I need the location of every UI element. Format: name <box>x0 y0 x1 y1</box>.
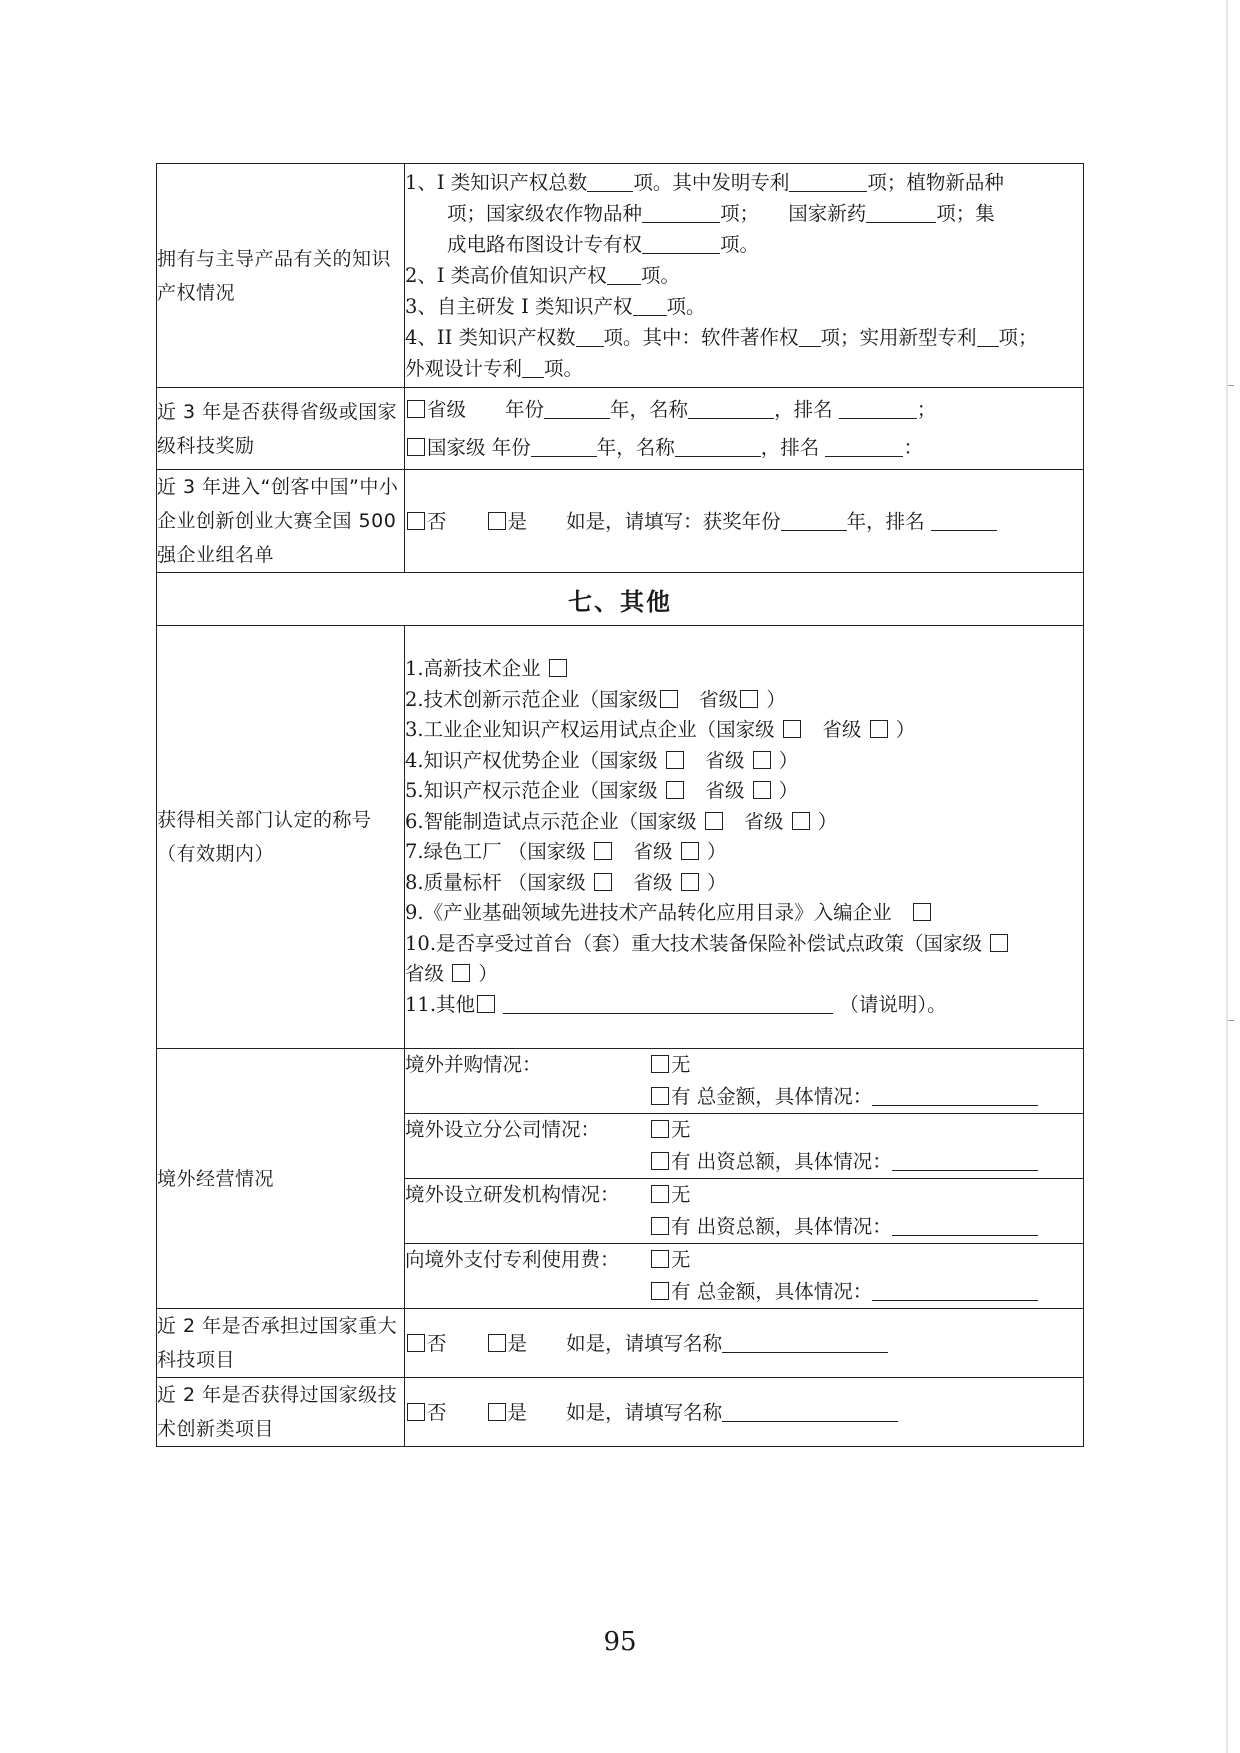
other-checkbox[interactable] <box>477 995 495 1013</box>
overseas-item-name: 境外并购情况： <box>405 1053 542 1076</box>
honor-text: ） <box>895 718 916 741</box>
honor-text: 省级 <box>633 870 673 894</box>
honor-text: 11.其他 <box>405 992 476 1016</box>
honor-item <box>405 746 1083 777</box>
ip-text: 外观设计专利 <box>405 357 523 380</box>
overseas-label: 境外经营情况 <box>157 1049 405 1309</box>
innov-no-text: 否 <box>427 1400 447 1424</box>
honor-checkbox[interactable] <box>913 903 931 921</box>
award-punct: ； <box>916 397 937 421</box>
overseas-subrow <box>405 1049 1084 1114</box>
award-year-text: 年份 <box>505 397 545 421</box>
ip-line-2 <box>405 198 1083 229</box>
overseas-detail-blank[interactable] <box>892 1150 1038 1171</box>
honor-text: 10.是否享受过首台（套）重大技术装备保险补偿试点政策（国家级 <box>405 931 983 955</box>
ip-row <box>157 164 1084 388</box>
ip-line-1 <box>405 167 1083 198</box>
maker-row <box>157 470 1084 573</box>
ip-blank[interactable] <box>587 171 633 192</box>
overseas-line <box>405 1114 1083 1146</box>
honor-text: 省级 <box>705 779 745 802</box>
national-checkbox[interactable] <box>990 934 1008 952</box>
innov-no-checkbox[interactable] <box>407 1403 425 1421</box>
award-punct: ： <box>903 435 923 459</box>
ip-blank[interactable] <box>799 326 821 347</box>
overseas-item-name: 境外设立分公司情况： <box>405 1118 601 1141</box>
honor-item <box>405 990 1083 1021</box>
honor-text: 省级 <box>822 718 862 741</box>
honor-item <box>405 685 1083 716</box>
maker-no-checkbox[interactable] <box>407 512 425 530</box>
overseas-none-text: 无 <box>671 1118 691 1141</box>
ip-blank[interactable] <box>642 202 720 223</box>
honor-text: 省级 <box>633 840 673 863</box>
section-title: 七、其他 <box>157 573 1084 626</box>
maker-yes-checkbox[interactable] <box>488 512 506 530</box>
innov-label: 近 2 年是否获得过国家级技术创新类项目 <box>157 1378 405 1447</box>
scan-mark <box>1228 1020 1234 1021</box>
ip-text: 4、II 类知识产权数 <box>405 326 576 349</box>
innov-yes-text: 是 <box>507 1400 528 1424</box>
maker-rank-text: 年，排名 <box>846 509 925 533</box>
overseas-none-text: 无 <box>671 1248 691 1271</box>
award-name-blank[interactable] <box>688 397 774 418</box>
national-checkbox[interactable] <box>594 873 612 891</box>
honors-row <box>157 626 1084 1049</box>
honor-item <box>405 654 1083 685</box>
honor-item <box>405 776 1083 807</box>
major-label: 近 2 年是否承担过国家重大科技项目 <box>157 1309 405 1378</box>
national-checkbox[interactable] <box>407 438 425 456</box>
honor-item <box>405 898 1083 929</box>
honors-content <box>405 626 1084 1049</box>
page-number: 95 <box>603 1627 637 1657</box>
honor-text: ） <box>778 779 799 802</box>
honor-text: 省级 <box>405 962 445 985</box>
honor-text: 省级 <box>744 809 784 833</box>
ip-blank[interactable] <box>789 171 867 192</box>
award-level-text: 国家级 <box>427 435 486 459</box>
overseas-detail-text: 总金额，具体情况： <box>696 1085 873 1108</box>
honors-label: 获得相关部门认定的称号（有效期内） <box>157 626 405 1049</box>
innov-fill-text: 如是，请填写名称 <box>566 1400 723 1424</box>
award-row <box>157 388 1084 470</box>
ip-blank[interactable] <box>977 326 999 347</box>
honor-text: （请说明）。 <box>839 992 947 1016</box>
overseas-has-text: 有 <box>671 1280 691 1303</box>
honor-text: ） <box>817 809 838 833</box>
national-checkbox[interactable] <box>783 720 801 738</box>
ip-label: 拥有与主导产品有关的知识产权情况 <box>157 164 405 388</box>
honor-text: ） <box>478 962 498 985</box>
major-yes-text: 是 <box>507 1331 528 1355</box>
major-no-text: 否 <box>427 1331 447 1355</box>
ip-text: 1、I 类知识产权总数 <box>405 171 588 194</box>
award-level-text: 省级 <box>427 397 467 421</box>
overseas-has-text: 有 <box>671 1085 691 1108</box>
innov-row <box>157 1378 1084 1447</box>
honor-text: 省级 <box>699 687 739 711</box>
maker-no-text: 否 <box>427 509 447 533</box>
award-rank-blank[interactable] <box>839 397 917 418</box>
innov-yes-checkbox[interactable] <box>488 1403 506 1421</box>
honor-text: 省级 <box>705 748 745 772</box>
ip-line-5 <box>405 291 1083 322</box>
honor-text: 4.知识产权优势企业（国家级 <box>405 748 658 772</box>
none-checkbox[interactable] <box>651 1120 669 1138</box>
provincial-checkbox[interactable] <box>681 842 699 860</box>
overseas-line <box>405 1146 1083 1178</box>
national-checkbox[interactable] <box>666 751 684 769</box>
honor-item <box>405 715 1083 746</box>
award-name-blank[interactable] <box>675 435 761 456</box>
provincial-checkbox[interactable] <box>407 400 425 418</box>
ip-text: 项。 <box>544 357 584 380</box>
award-year-text: 年份 <box>491 435 531 459</box>
overseas-detail-blank[interactable] <box>872 1085 1038 1106</box>
award-year-blank[interactable] <box>544 397 610 418</box>
overseas-detail-text: 出资总额，具体情况： <box>696 1150 892 1173</box>
honor-item <box>405 929 1083 960</box>
major-fill-text: 如是，请填写名称 <box>566 1331 723 1355</box>
honor-text: 7.绿色工厂 （国家级 <box>405 840 586 863</box>
overseas-subrow <box>405 1114 1084 1179</box>
ip-blank[interactable] <box>642 233 720 254</box>
innov-line <box>405 1397 1083 1428</box>
ip-blank[interactable] <box>576 326 604 347</box>
national-checkbox[interactable] <box>660 690 678 708</box>
maker-label: 近 3 年进入“创客中国”中小企业创新创业大赛全国 500 强企业组名单 <box>157 470 405 573</box>
innov-content <box>405 1378 1084 1447</box>
ip-text: 2、I 类高价值知识产权 <box>405 264 607 287</box>
award-name-text: 年，名称 <box>610 397 689 421</box>
maker-content <box>405 470 1084 573</box>
overseas-has-text: 有 <box>671 1150 691 1173</box>
ip-line-7 <box>405 353 1083 384</box>
national-checkbox[interactable] <box>594 842 612 860</box>
overseas-subrow <box>405 1244 1084 1309</box>
ip-text: 项。 <box>720 233 760 256</box>
has-checkbox[interactable] <box>651 1087 669 1105</box>
honor-text: 9.《产业基础领域先进技术产品转化应用目录》入编企业 <box>405 901 892 924</box>
maker-line <box>405 506 1083 537</box>
national-checkbox[interactable] <box>705 812 723 830</box>
ip-text: 项；植物新品种 <box>867 171 1004 194</box>
award-name-text: 年，名称 <box>596 435 675 459</box>
major-name-blank[interactable] <box>722 1331 888 1352</box>
major-content <box>405 1309 1084 1378</box>
none-checkbox[interactable] <box>651 1185 669 1203</box>
honor-text: ） <box>706 870 727 894</box>
overseas-line <box>405 1276 1083 1308</box>
innov-name-blank[interactable] <box>722 1400 898 1421</box>
overseas-line <box>405 1179 1083 1211</box>
ip-text: 项； <box>998 326 1038 349</box>
ip-text: 项；国家级农作物品种 <box>447 202 643 225</box>
has-checkbox[interactable] <box>651 1152 669 1170</box>
overseas-line <box>405 1211 1083 1243</box>
overseas-subrow <box>405 1179 1084 1244</box>
has-checkbox[interactable] <box>651 1217 669 1235</box>
none-checkbox[interactable] <box>651 1055 669 1073</box>
ip-content <box>405 164 1084 388</box>
provincial-checkbox[interactable] <box>681 873 699 891</box>
ip-blank[interactable] <box>522 357 544 378</box>
provincial-checkbox[interactable] <box>753 751 771 769</box>
honor-text: 1.高新技术企业 <box>405 657 541 680</box>
award-rank-text: ，排名 <box>774 397 833 421</box>
provincial-checkbox[interactable] <box>792 812 810 830</box>
honor-checkbox[interactable] <box>549 659 567 677</box>
overseas-line <box>405 1049 1083 1081</box>
honor-text: 6.智能制造试点示范企业（国家级 <box>405 809 697 833</box>
overseas-item-name: 境外设立研发机构情况： <box>405 1183 620 1206</box>
honor-text: ） <box>766 687 786 711</box>
provincial-checkbox[interactable] <box>753 781 771 799</box>
honor-text: ） <box>778 748 799 772</box>
ip-blank[interactable] <box>607 264 641 285</box>
award-rank-blank[interactable] <box>825 435 903 456</box>
overseas-detail-text: 出资总额，具体情况： <box>696 1215 892 1238</box>
other-blank[interactable] <box>503 992 833 1013</box>
none-checkbox[interactable] <box>651 1250 669 1268</box>
national-checkbox[interactable] <box>666 781 684 799</box>
award-national-line <box>405 429 1083 467</box>
overseas-item-name: 向境外支付专利使用费： <box>405 1248 620 1271</box>
ip-text: 3、自主研发 I 类知识产权 <box>405 295 633 318</box>
ip-blank[interactable] <box>633 295 667 316</box>
ip-text: 项；实用新型专利 <box>820 326 977 349</box>
has-checkbox[interactable] <box>651 1282 669 1300</box>
ip-text: 项。 <box>640 264 680 287</box>
award-rank-text: ，排名 <box>760 435 820 459</box>
major-no-checkbox[interactable] <box>407 1334 425 1352</box>
overseas-detail-blank[interactable] <box>892 1215 1038 1236</box>
scan-edge <box>1226 0 1228 1753</box>
honor-text: 3.工业企业知识产权运用试点企业（国家级 <box>405 718 775 741</box>
overseas-line <box>405 1081 1083 1113</box>
honor-item <box>405 868 1083 899</box>
overseas-detail-blank[interactable] <box>872 1280 1038 1301</box>
award-label: 近 3 年是否获得省级或国家级科技奖励 <box>157 388 405 470</box>
ip-text: 成电路布图设计专有权 <box>447 233 643 256</box>
overseas-none-text: 无 <box>671 1053 691 1076</box>
major-line <box>405 1328 1083 1359</box>
major-yes-checkbox[interactable] <box>488 1334 506 1352</box>
ip-line-3 <box>405 229 1083 260</box>
major-row <box>157 1309 1084 1378</box>
award-provincial-line <box>405 391 1083 429</box>
award-year-blank[interactable] <box>531 435 597 456</box>
ip-line-6 <box>405 322 1083 353</box>
scan-mark <box>1228 385 1234 386</box>
maker-fill-text: 如是，请填写：获奖年份 <box>566 509 781 533</box>
maker-year-blank[interactable] <box>781 509 847 530</box>
provincial-checkbox[interactable] <box>870 720 888 738</box>
overseas-has-text: 有 <box>671 1215 691 1238</box>
ip-text: 项。其中发明专利 <box>633 171 790 194</box>
overseas-none-text: 无 <box>671 1183 691 1206</box>
honor-text: 8.质量标杆 （国家级 <box>405 870 586 894</box>
honor-item <box>405 807 1083 838</box>
honor-text: 2.技术创新示范企业（国家级 <box>405 687 658 711</box>
honor-text: ） <box>706 840 727 863</box>
award-content <box>405 388 1084 470</box>
provincial-checkbox[interactable] <box>452 964 470 982</box>
section-header-row <box>157 573 1084 626</box>
ip-line-4 <box>405 260 1083 291</box>
ip-text: 项； 国家新药 <box>720 202 867 225</box>
ip-text: 项；集 <box>936 202 995 225</box>
maker-rank-blank[interactable] <box>931 509 997 530</box>
maker-yes-text: 是 <box>507 509 528 533</box>
application-form-table <box>156 163 1084 1447</box>
honor-text: 5.知识产权示范企业（国家级 <box>405 779 658 802</box>
overseas-row <box>157 1049 1084 1114</box>
honor-item-cont <box>405 959 1083 990</box>
ip-text: 项。其中：软件著作权 <box>603 326 799 349</box>
overseas-line <box>405 1244 1083 1276</box>
overseas-detail-text: 总金额，具体情况： <box>696 1280 873 1303</box>
provincial-checkbox[interactable] <box>740 690 758 708</box>
ip-blank[interactable] <box>866 202 936 223</box>
honor-item <box>405 837 1083 868</box>
ip-text: 项。 <box>666 295 706 318</box>
